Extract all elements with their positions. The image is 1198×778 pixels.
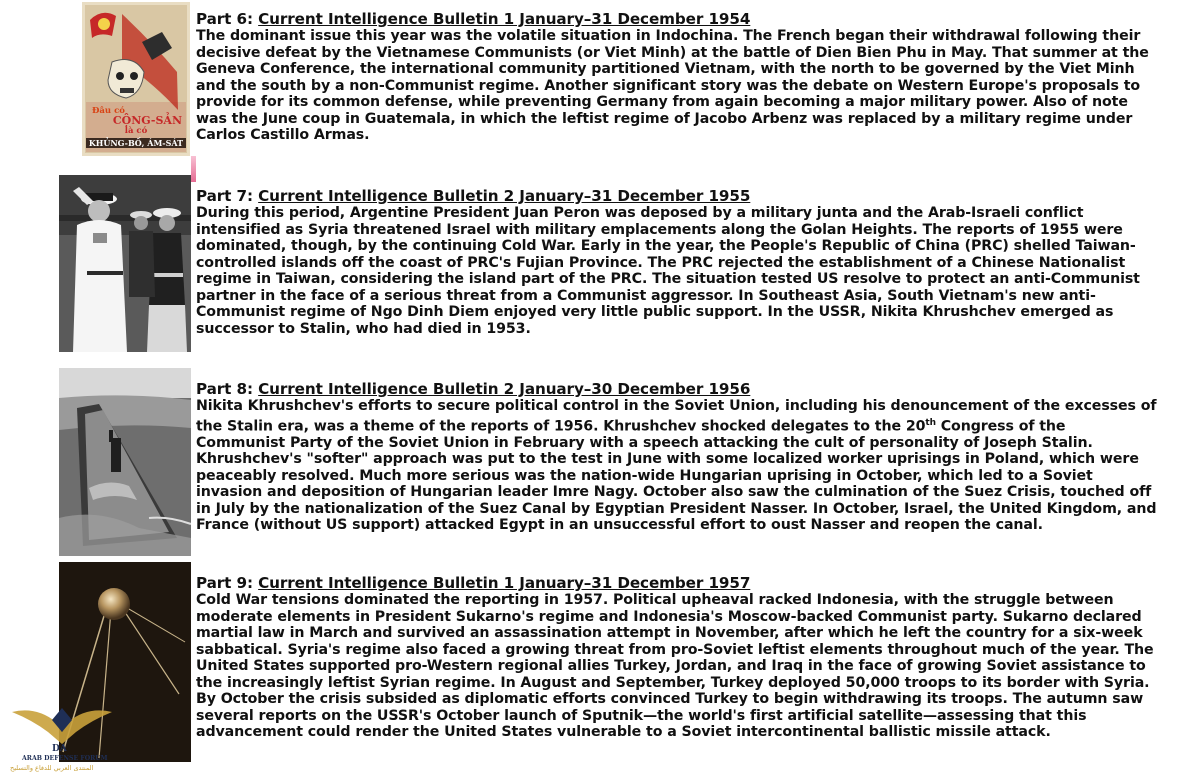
section-body xyxy=(196,398,1158,534)
aircraft-carrier-image xyxy=(59,368,191,556)
section-part-8 xyxy=(196,381,1158,534)
section-body: The dominant issue this year was the volatile situation in Indochina. The French began their withdrawal following their decisive defeat by the Vietnamese Communists (or Viet Minh) at the battle of Dien Bien Phu in May. That summer at the Geneva Conference, the international community partitioned Vietnam, with the north to be governed by the Viet Minh and the south by a non-Communist regime. Another significant story was the debate on Western Europe's proposals to provide for its common defense, while preventing Germany from again becoming a major military power. Also of note was the June coup in Guatemala, in which the leftist regime of Jacobo Arbenz was replaced by a military regime under Carlos Castillo Armas. xyxy=(196,28,1149,143)
part-label: Part 6: xyxy=(196,10,253,28)
body-text-part-2: Congress of the Communist Party of the Soviet Union in February with a speech attacking the cult of personality of Joseph Stalin. Khrushchev's "softer" approach was put to the test in June with some localized worker uprisings in Poland, which were peaceably resolved. Much more serious was the nation-wide Hungarian uprising in October, which led to a Soviet invasion and deposition of Hungarian leader Imre Nagy. October also saw the culmination of the Suez Crisis, touched off in July by the nationalization of the Suez Canal by Egyptian President Nasser. In October, Israel, the United Kingdom, and France (without US support) attacked Egypt in an unsuccessful effort to oust Nasser and reopen the canal. xyxy=(196,418,1157,534)
logo-name: ARAB DEFENSE FORUM xyxy=(22,755,108,762)
poster-caption xyxy=(86,106,186,148)
section-body: Cold War tensions dominated the reporting in 1957. Political upheaval racked Indonesia, with the struggle between moderate elements in President Sukarno's regime and Indonesia's Moscow-backed Communist party. Sukarno declared martial law in March and survived an assassination attempt in November, after which he left the country for a six-week sabbatical. Syria's regime also faced a growing threat from pro-Soviet leftist elements throughout much of the year. The United States supported pro-Western regional allies Turkey, Jordan, and Iraq in the face of growing Soviet assistance to the increasingly leftist Syrian regime. In August and September, Turkey deployed 50,000 troops to its border with Syria. By October the crisis subsided as diplomatic efforts convinced Turkey to begin withdrawing its troops. The autumn saw several reports on the USSR's October launch of Sputnik—the world's first artificial satellite—assessing that this advancement could render the United States vulnerable to a Soviet intercontinental ballistic missile attack. xyxy=(196,592,1154,740)
propaganda-poster-image xyxy=(82,2,190,156)
part-label: Part 7: xyxy=(196,187,253,205)
poster-caption-line-2: CỘNG-SẢN xyxy=(112,114,182,127)
part-label: Part 9: xyxy=(196,574,253,592)
bulletin-title-link[interactable]: Current Intelligence Bulletin 1 January–31 December 1957 xyxy=(258,574,751,592)
arab-defense-forum-logo xyxy=(6,702,118,778)
section-part-9 xyxy=(196,575,1158,741)
section-part-6 xyxy=(196,11,1158,144)
part-label: Part 8: xyxy=(196,380,253,398)
poster-caption-line-3: là có xyxy=(124,126,148,136)
section-heading xyxy=(196,11,1158,28)
highlight-mark xyxy=(191,156,196,182)
section-heading xyxy=(196,381,1158,398)
ordinal-suffix: th xyxy=(925,417,936,428)
logo-arabic-name: المنتدى العربي للدفاع والتسليح xyxy=(10,764,94,772)
eagle-emblem-icon xyxy=(6,702,118,746)
poster-caption-line-1: Đâu có xyxy=(92,106,125,116)
section-part-7 xyxy=(196,188,1158,337)
saluting-officer-image xyxy=(59,175,191,352)
section-heading xyxy=(196,575,1158,592)
section-body: During this period, Argentine President Juan Peron was deposed by a military junta and the Arab-Israeli conflict intensified as Syria threatened Israel with military emplacements along the Golan Heights. The reports of 1955 were dominated, though, by the continuing Cold War. Early in the year, the People's Republic of China (PRC) shelled Taiwan-controlled islands off the coast of PRC's Fujian Province. The PRC rejected the establishment of a Chinese Nationalist regime in Taiwan, considering the island part of the PRC. The situation tested US resolve to protect an anti-Communist partner in the face of a serious threat from a Communist aggressor. In Southeast Asia, South Vietnam's new anti-Communist regime of Ngo Dinh Diem enjoyed very little public support. In the USSR, Nikita Khrushchev emerged as successor to Stalin, who had died in 1953. xyxy=(196,205,1140,337)
bulletin-title-link[interactable]: Current Intelligence Bulletin 1 January–31 December 1954 xyxy=(258,10,751,28)
bulletin-title-link[interactable]: Current Intelligence Bulletin 2 January–31 December 1955 xyxy=(258,187,751,205)
bulletin-title-link[interactable]: Current Intelligence Bulletin 2 January–30 December 1956 xyxy=(258,380,751,398)
body-text-part-1: Nikita Khrushchev's efforts to secure political control in the Soviet Union, including his denouncement of the excesses of the Stalin era, was a theme of the reports of 1956. Khrushchev shocked delegates to the 20 xyxy=(196,398,1157,435)
poster-caption-line-4: KHỦNG-BỐ, ÁM-SÁT xyxy=(86,138,186,148)
section-heading xyxy=(196,188,1158,205)
logo-abbr: DA xyxy=(52,744,67,754)
